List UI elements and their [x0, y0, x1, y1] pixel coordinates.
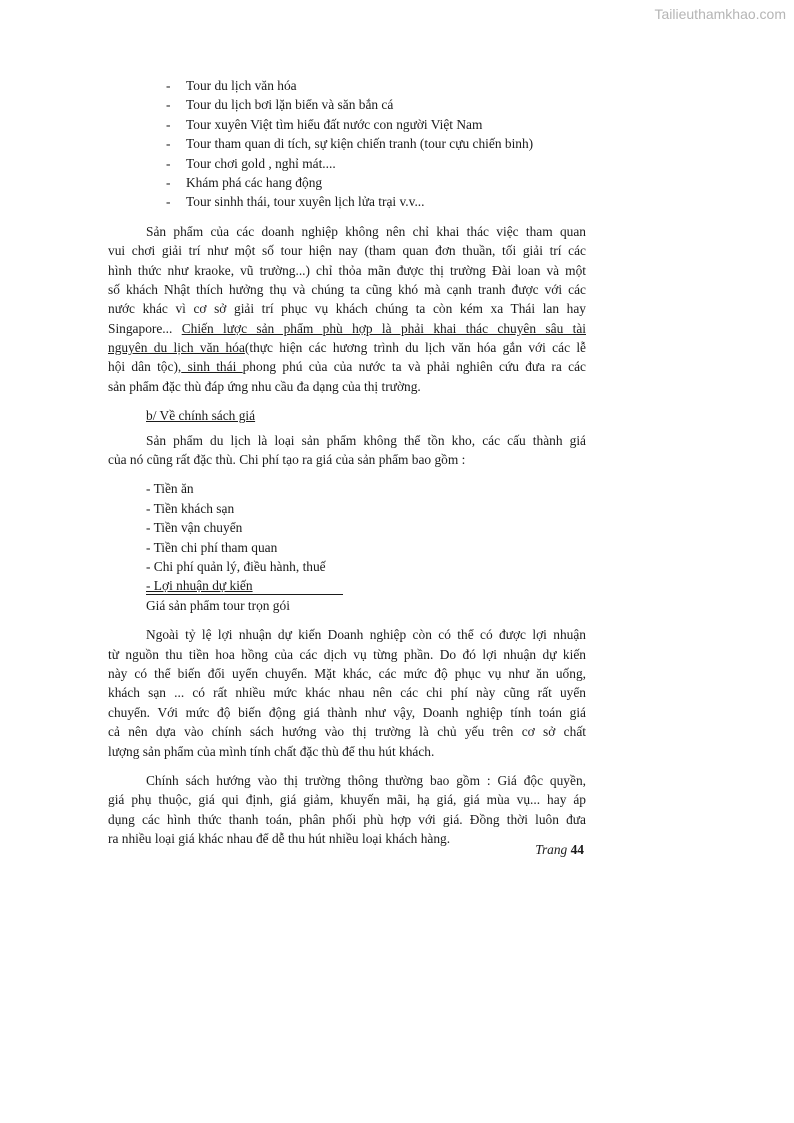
list-item: - Tour xuyên Việt tìm hiểu đất nước con người Việt Nam	[166, 116, 483, 132]
total-item: Giá sản phẩm tour trọn gói	[146, 597, 290, 613]
strategy-emphasis-cont: nguyên du lịch văn hóa	[108, 340, 245, 356]
list-item	[146, 576, 586, 595]
list-item: - Tiền chi phí tham quan	[146, 539, 278, 555]
paragraph-price-components: Sản phẩm du lịch là loại sản phẩm không thể tồn kho, các cấu thành giá của nó cũng rất đặc thù. Chi phí tạo ra giá của sản phẩm bao gồm :	[108, 432, 586, 468]
paragraph-product-strategy: Sản phẩm của các doanh nghiệp không nên chỉ khai thác việc tham quan vui chơi giải trí như một số tour hiện nay (tham quan đơn thuần, tối giải trí các hình thức như kraoke, vũ trường...) chỉ thỏa mãn được thị trường Đài loan và một số khách Nhật thích hưởng thụ và chúng ta cũng khó mà cạnh tranh được với các nước khác vì cơ sở giải trí phục vụ khách chúng ta còn kém xa Thái lan hay Singapore... Chiến lược sản phẩm phù hợp là phải khai thác chuyên sâu tài nguyên du lịch văn hóa(thực hiện các hương trình du lịch văn hóa gắn với các lễ hội dân tộc), sinh thái phong phú của của nước ta và phải nghiên cứu đưa ra các sản phẩm đặc thù đáp ứng nhu cầu đa dạng của thị trường.	[108, 223, 587, 394]
document-page	[108, 76, 586, 848]
list-item: - Chi phí quản lý, điều hành, thuế	[146, 558, 326, 574]
list-item: - Khám phá các hang động	[166, 174, 323, 190]
list-item: - Tiền khách sạn	[146, 500, 235, 516]
tour-list	[108, 76, 586, 212]
profit-item: - Lợi nhuận dự kiến	[146, 577, 343, 595]
list-item: - Tour tham quan di tích, sự kiện chiến tranh (tour cựu chiến binh)	[166, 136, 534, 152]
paragraph-market-policy: Chính sách hướng vào thị trường thông thường bao gồm : Giá độc quyền, giá phụ thuộc, giá qui định, giá giảm, khuyến mãi, hạ giá, giá mùa vụ... hay áp dụng các hình thức thanh toán, phân phối phù hợp với giá. Đồng thời luôn đưa ra nhiều loại giá khác nhau để dễ thu hút nhiều loại khách hàng.	[108, 772, 586, 847]
list-item: - Tour chơi gold , nghỉ mát....	[166, 155, 336, 171]
section-heading: b/ Về chính sách giá	[146, 408, 256, 424]
cost-list	[108, 479, 586, 615]
eco-emphasis: sinh thái	[181, 359, 243, 375]
page-number: Trang 44	[535, 842, 584, 857]
list-item: - Tiền ăn	[146, 481, 194, 497]
list-item: - Tour du lịch bơi lặn biển và săn bắn cá	[166, 97, 394, 113]
watermark: Tailieuthamkhao.com	[654, 6, 786, 22]
strategy-emphasis: Chiến lược sản phẩm phù hợp là phải khai thác chuyên sâu tài	[181, 320, 586, 336]
list-item: - Tour du lịch văn hóa	[166, 78, 297, 93]
paragraph-profit: Ngoài tỷ lệ lợi nhuận dự kiến Doanh nghiệp còn có thể có được lợi nhuận từ nguồn thu tiền hoa hồng của các dịch vụ từng phần. Do đó lợi nhuận dự kiến này có thể biến đổi uyển chuyển. Mặt khác, các mức độ phục vụ như ăn uống, khách sạn ... có rất nhiều mức khác nhau nên các chi phí này cũng rất uyển chuyển. Với mức độ biến động giá thành như vậy, Doanh nghiệp tính toán giá cả nên dựa vào chính sách hướng vào thị trường là chủ yếu trên cơ sở chất lượng sản phẩm của mình tính chất đặc thù để thu hút khách.	[108, 627, 586, 759]
list-item: - Tour sinhh thái, tour xuyên lịch lửa trại v.v...	[166, 194, 425, 210]
list-item: - Tiền vận chuyển	[146, 520, 243, 536]
